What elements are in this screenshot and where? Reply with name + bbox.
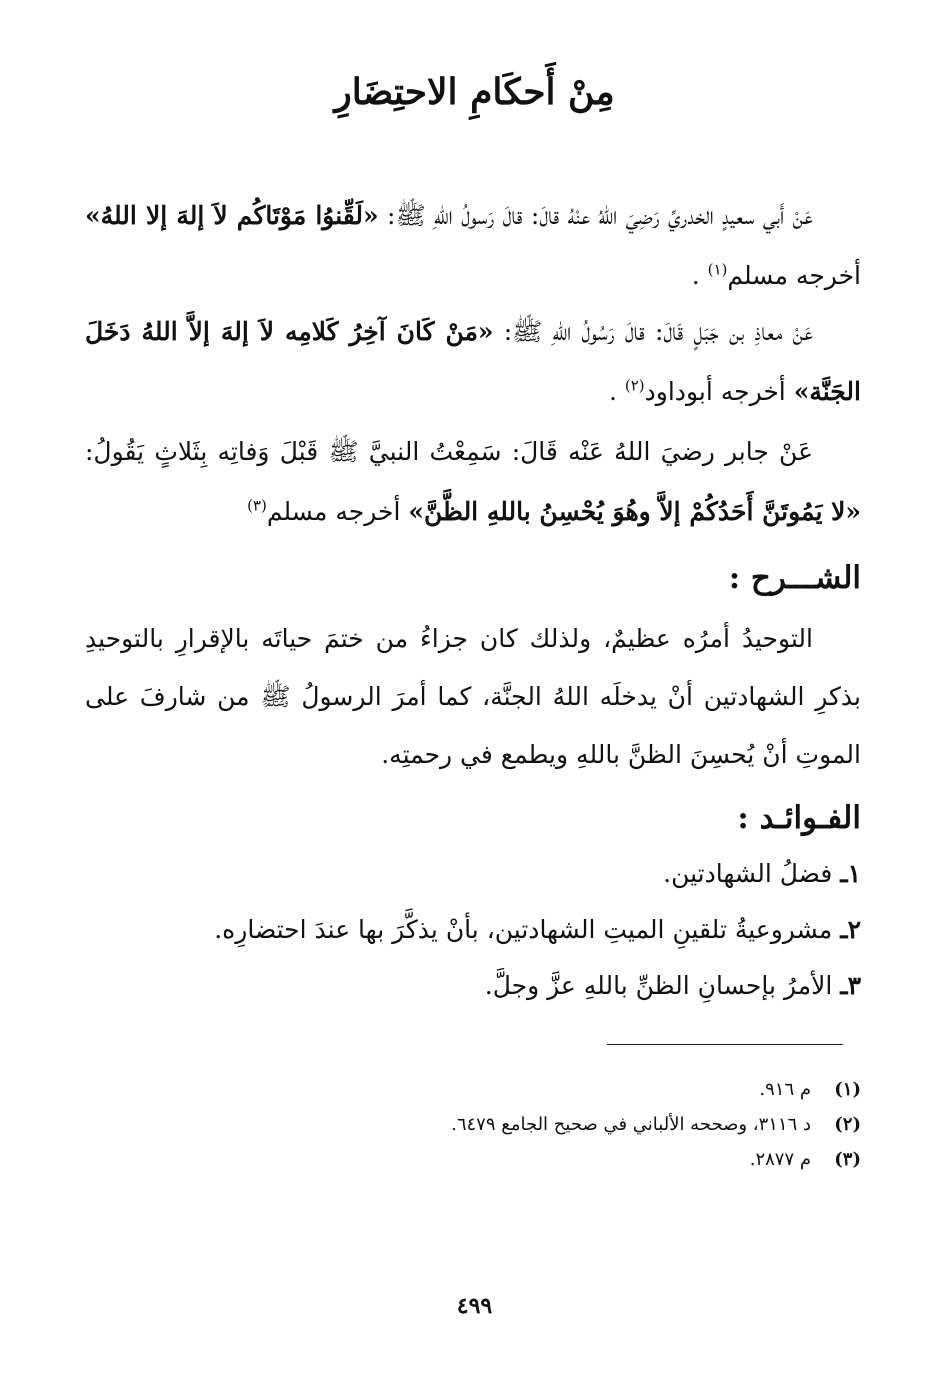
benefit-number: ١ـ [840,859,861,888]
hadith-1-end: . [691,261,708,290]
page-number: ٤٩٩ [456,1293,493,1319]
benefit-item [85,846,861,902]
benefit-text: الأمرُ بإحسانِ الظنِّ باللهِ عزَّ وجلَّ. [484,971,841,1000]
hadith-1-source: أخرجه مسلم [727,261,861,290]
footnote-text: م ٢٨٧٧. [749,1149,811,1170]
sharh-paragraph: التوحيدُ أمرُه عظيمٌ، ولذلك كان جزاءُ من ختمَ حياتَه بالإقرارِ بالتوحيدِ بذكرِ الشهادتين أنْ يدخلَه اللهُ الجنَّة، كما أمرَ الرسولُ ﷺ من شارفَ على الموتِ أنْ يُحسِنَ الظنَّ باللهِ ويطمع في رحمتِه. [85,624,861,769]
hadith-1 [85,186,861,306]
footnote-ref-3[interactable]: (٣) [247,496,267,515]
benefit-text: مشروعيةُ تلقينِ الميتِ الشهادتين، بأنْ يذكَّرَ بها عندَ احتضارِه. [214,915,841,944]
benefit-item [85,902,861,958]
footnote-number: (٣) [834,1149,861,1170]
footnote-number: (٢) [834,1114,861,1135]
hadith-2-end: . [608,377,625,406]
benefits-list [85,846,861,1014]
hadith-2-intro: عَنْ معاذِ بن جَبَلٍ قَالَ: قالَ رَسُولُ اللهِ ﷺ: [493,317,813,346]
hadith-2 [85,302,861,422]
hadith-3-text: «لا يَمُوتَنَّ أَحَدُكُمْ إلاَّ وهُوَ يُحْسِنُ باللهِ الظَّنَّ» [408,497,861,526]
hadith-3-intro: عَنْ جابر رضيَ اللهُ عَنْه قَالَ: سَمِعْتُ النبيَّ ﷺ قَبْلَ وَفاتِه بِثَلاثٍ يَقُولُ: [85,437,813,466]
footnote-item [85,1072,861,1107]
page-title: مِنْ أَحكَامِ الاحتِضَارِ [334,71,615,113]
footnote-divider [607,1044,843,1045]
hadith-1-text: «لَقِّنوُا مَوْتَاكُم لاَ إلهَ إلا اللهُ» [85,201,379,230]
fawaid-heading: الفـوائـد : [737,800,861,836]
hadith-3 [85,422,861,542]
hadith-2-text: «مَنْ كَانَ آخِرُ كَلامِه لاَ إلهَ إلاَّ اللهُ دَخَلَ الجَنَّة» [85,317,861,406]
benefit-item [85,958,861,1014]
footnotes-list [85,1072,861,1177]
hadith-1-intro: عَنْ أَبي سعيدٍ الخدريِّ رَضِيَ اللهُ عنْهُ قالَ: قالَ رَسولُ اللهِ ﷺ: [378,201,814,230]
footnote-ref-1[interactable]: (١) [707,260,728,279]
footnote-text: د ٣١١٦، وصححه الألباني في صحيح الجامع ٦٤٧٩. [451,1114,811,1135]
hadith-3-source: أخرجه مسلم [266,497,409,526]
benefit-number: ٢ـ [840,915,861,944]
benefit-text: فضلُ الشهادتين. [663,859,841,888]
hadith-2-source: أخرجه أبوداود [644,377,794,406]
sharh-heading: الشـــرح : [728,560,861,596]
footnote-item [85,1107,861,1142]
footnote-item [85,1142,861,1177]
footnote-ref-2[interactable]: (٢) [624,376,645,395]
footnote-number: (١) [834,1079,861,1100]
benefit-number: ٣ـ [840,971,861,1000]
footnote-text: م ٩١٦. [759,1079,811,1100]
